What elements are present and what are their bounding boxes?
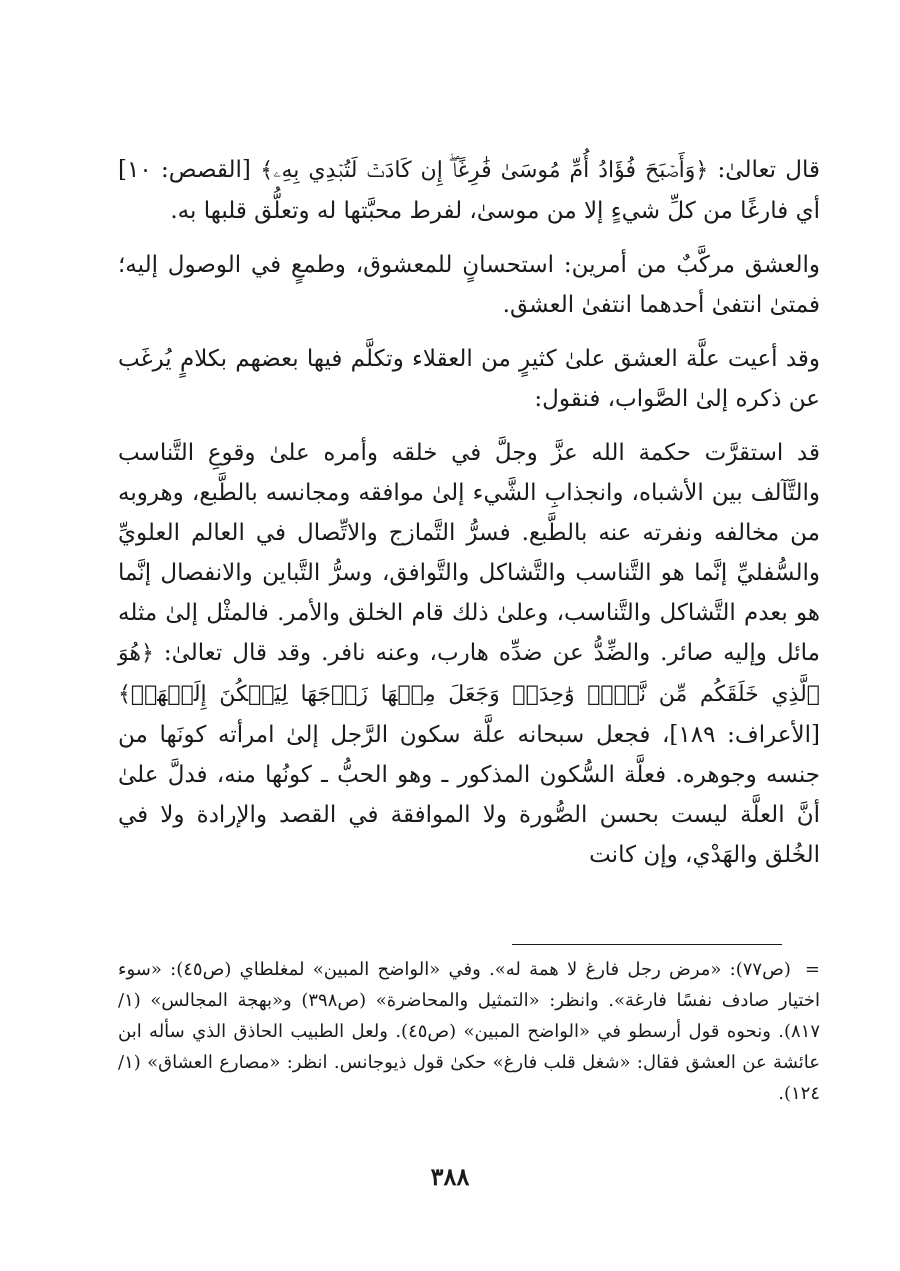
- quran-open-bracket: ﴿: [695, 158, 709, 183]
- paragraph-4-intro: قد استقرَّت حكمة الله عزَّ وجلَّ في خلقه وأمره علىٰ وقوعِ التَّناسب والتَّآلف بين الأشباه، وانجذابِ الشَّيء إلىٰ موافقه ومجانسه بالطَّبع، وهروبه من مخالفه ونفرته عنه بالطَّبع. فسرُّ التَّمازج والاتِّصال في العالم العلويِّ والسُّفليِّ إنَّما هو التَّناسب والتَّشاكل والتَّوافق، وسرُّ التَّباين والانفصال إنَّما هو بعدم التَّشاكل والتَّناسب، وعلىٰ ذلك قام الخلق والأمر. فالمثْل إلىٰ مثله مائل وإليه صائر. والضِّدُّ عن ضدِّه هارب، وعنه نافر. وقد قال تعالىٰ:: [118, 440, 820, 666]
- page-number: ٣٨٨: [430, 1162, 470, 1191]
- paragraph-1: [118, 150, 820, 231]
- paragraph-4: [118, 433, 820, 875]
- paragraph-1-rest: [القصص: ١٠] أي فارغًا من كلِّ شيءٍ إلا من موسىٰ، لفرط محبَّتها له وتعلُّق قلبها به.: [118, 157, 820, 224]
- paragraph-1-intro: قال تعالىٰ:: [708, 157, 820, 183]
- paragraph-4-rest: [الأعراف: ١٨٩]، فجعل سبحانه علَّة سكون الرَّجل إلىٰ امرأته كونَها من جنسه وجوهره. فعلَّة السُّكون المذكور ـ وهو الحبُّ ـ كونُها منه، فدلَّ علىٰ أنَّ العلَّة ليست بحسن الصُّورة ولا الموافقة في القصد والإرادة ولا في الخُلق والهَدْي، وإن كانت: [118, 722, 820, 868]
- footnote-text: (ص٧٧): «مرض رجل فارغ لا همة له». وفي «الواضح المبين» لمغلطاي (ص٤٥): «سوء اختيار صادف نفسًا فارغة». وانظر: «التمثيل والمحاضرة» (ص٣٩٨) و«بهجة المجالس» (١/ ٨١٧). ونحوه قول أرسطو في «الواضح المبين» (ص٤٥). ولعل الطبيب الحاذق الذي سأله ابن عائشة عن العشق فقال: «شغل قلب فارغ» حكىٰ قول ذيوجانس. انظر: «مصارع العشاق» (١/ ١٢٤).: [118, 959, 820, 1104]
- paragraph-3: وقد أعيت علَّة العشق علىٰ كثيرٍ من العقلاء وتكلَّم فيها بعضهم بكلامٍ يُرغَب عن ذكره إلىٰ الصَّواب، فنقول:: [118, 346, 820, 412]
- quran-verse-araf: هُوَ ٱلَّذِي خَلَقَكُم مِّن نَّفۡسٖ وَٰحِدَةٖ وَجَعَلَ مِنۡهَا زَوۡجَهَا لِيَسۡكُنَ إِلَيۡهَاۖ: [118, 641, 820, 707]
- footnote: [118, 954, 820, 1109]
- footnote-divider: [512, 944, 782, 945]
- quran-close-bracket: ﴾: [260, 158, 274, 183]
- quran-close-bracket: ﴾: [118, 682, 131, 707]
- quran-verse-qasas: وَأَصۡبَحَ فُؤَادُ أُمِّ مُوسَىٰ فَٰرِغًاۖ إِن كَادَتۡ لَتُبۡدِي بِهِۦ: [273, 158, 696, 183]
- quran-open-bracket: ﴿: [140, 641, 154, 666]
- footnote-continuation-marker: =: [804, 959, 820, 980]
- main-text: [118, 150, 820, 889]
- paragraph-2: والعشق مركَّبٌ من أمرين: استحسانٍ للمعشوق، وطمعٍ في الوصول إليه؛ فمتىٰ انتفىٰ أحدهما انتفىٰ العشق.: [118, 252, 821, 318]
